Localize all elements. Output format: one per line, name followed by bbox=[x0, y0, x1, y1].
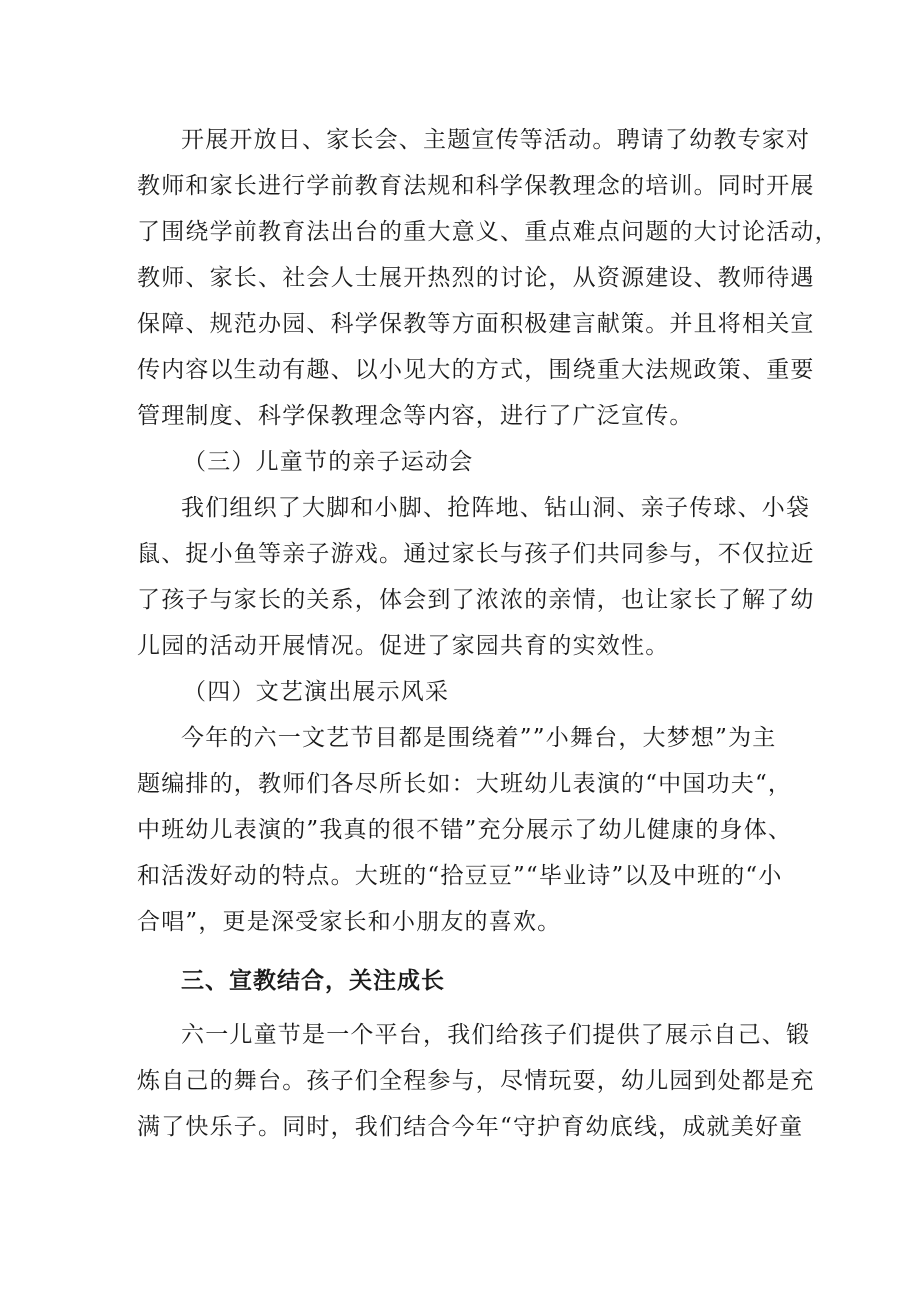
paragraph-line: 管理制度、科学保教理念等内容，进行了广泛宣传。 bbox=[137, 403, 694, 429]
paragraph-line: 鼠、捉小鱼等亲子游戏。通过家长与孩子们共同参与，不仅拉近 bbox=[137, 541, 815, 567]
section-subheading: （三）儿童节的亲子运动会 bbox=[183, 449, 474, 475]
section-heading: 三、宣教结合，关注成长 bbox=[181, 968, 445, 994]
paragraph-line: 中班幼儿表演的”我真的很不错”充分展示了幼儿健康的身体、 bbox=[137, 817, 793, 843]
paragraph-line: 教师和家长进行学前教育法规和科学保教理念的培训。同时开展 bbox=[137, 173, 815, 199]
paragraph-line: 了孩子与家长的关系，体会到了浓浓的亲情，也让家长了解了幼 bbox=[137, 587, 815, 613]
paragraph-line: 传内容以生动有趣、以小见大的方式，围绕重大法规政策、重要 bbox=[137, 357, 815, 383]
section-subheading: （四）文艺演出展示风采 bbox=[183, 679, 450, 705]
paragraph-line: 题编排的，教师们各尽所长如：大班幼儿表演的“中国功夫“， bbox=[137, 771, 793, 797]
paragraph-line: 我们组织了大脚和小脚、抢阵地、钻山洞、亲子传球、小袋 bbox=[181, 495, 811, 521]
paragraph-line: 开展开放日、家长会、主题宣传等活动。聘请了幼教专家对 bbox=[181, 127, 811, 153]
paragraph-line: 合唱”，更是深受家长和小朋友的喜欢。 bbox=[137, 909, 562, 935]
paragraph-line: 和活泼好动的特点。大班的“拾豆豆”“毕业诗”以及中班的“小 bbox=[137, 863, 783, 889]
paragraph-line: 今年的六一文艺节目都是围绕着””小舞台，大梦想”为主 bbox=[181, 725, 777, 751]
paragraph-line: 教师、家长、社会人士展开热烈的讨论，从资源建设、教师待遇 bbox=[137, 265, 815, 291]
paragraph-line: 六一儿童节是一个平台，我们给孩子们提供了展示自己、锻 bbox=[181, 1022, 811, 1048]
paragraph-line: 保障、规范办园、科学保教等方面积极建言献策。并且将相关宣 bbox=[137, 311, 815, 337]
paragraph-line: 炼自己的舞台。孩子们全程参与，尽情玩耍，幼儿园到处都是充 bbox=[137, 1068, 815, 1094]
paragraph-line: 了围绕学前教育法出台的重大意义、重点难点问题的大讨论活动， bbox=[137, 219, 839, 245]
paragraph-line: 满了快乐子。同时，我们结合今年“守护育幼底线，成就美好童 bbox=[137, 1114, 804, 1140]
paragraph-line: 儿园的活动开展情况。促进了家园共育的实效性。 bbox=[137, 633, 670, 659]
